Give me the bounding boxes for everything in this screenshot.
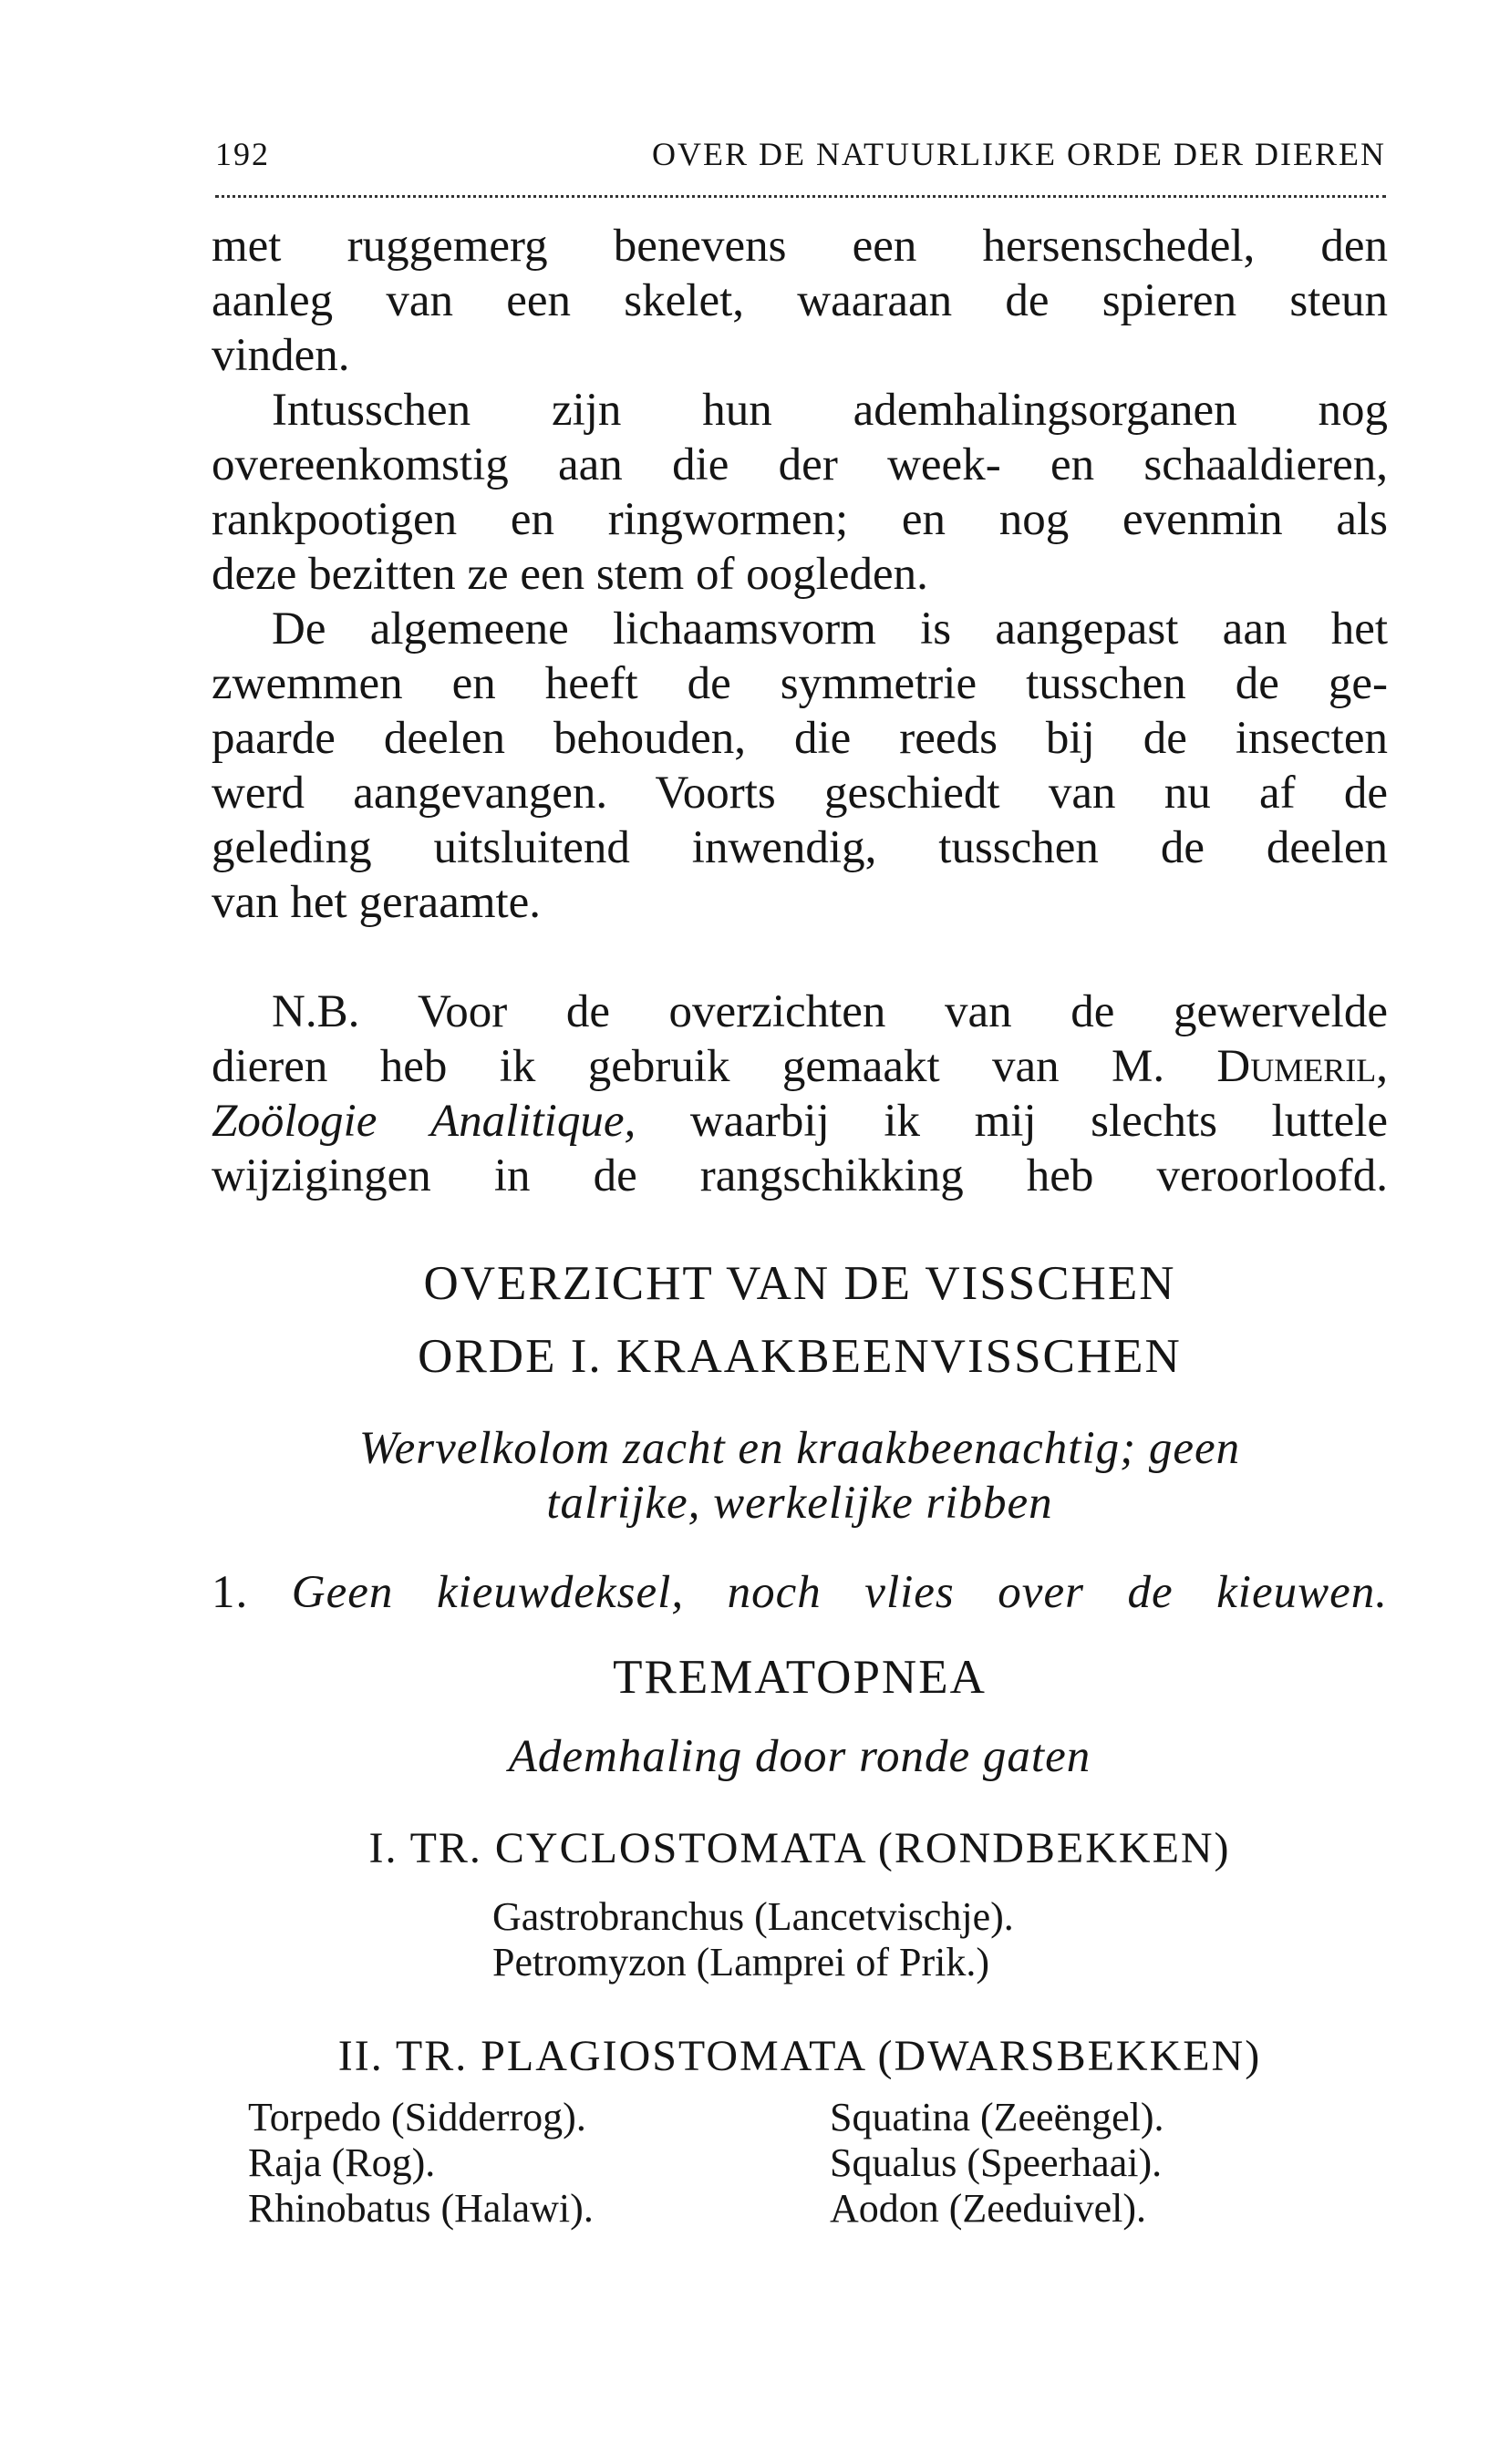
page-number: 192: [215, 136, 270, 172]
overview-title: OVERZICHT VAN DE VISSCHEN: [423, 1257, 1176, 1310]
header-dotted-rule: [215, 195, 1386, 198]
group-name: TREMATOPNEA: [613, 1651, 987, 1704]
text-line: met ruggemerg benevens een hersenschedel, den: [212, 221, 1388, 272]
text-line: De algemeene lichaamsvorm is aangepast aan het: [272, 603, 1388, 655]
subdivision-number: 1.: [212, 1567, 249, 1618]
note-line: [212, 1039, 1388, 1094]
text-line: overeenkomstig aan die der week- en schaaldieren,: [212, 439, 1388, 490]
species-list-left: [248, 2095, 594, 2232]
order-heading: ORDE I. KRAAKBEENVISSCHEN: [418, 1330, 1182, 1383]
group-description: Ademhaling door ronde gaten: [508, 1731, 1091, 1782]
text-line: werd aangevangen. Voorts geschiedt van nu af de: [212, 768, 1388, 819]
species-list: [492, 1894, 1014, 1985]
note-line-text: dieren heb ik gebruik gemaakt van M.: [212, 1041, 1165, 1092]
text-line: van het geraamte.: [212, 877, 542, 928]
book-title: Zoölogie Analitique,: [212, 1096, 636, 1147]
note-line: [212, 1094, 1388, 1149]
subdivision-line: [212, 1564, 1388, 1621]
tribe-label: I. TR. CYCLOSTOMATA (RONDBEKKEN): [368, 1824, 1231, 1872]
order-description-1: Wervelkolom zacht en kraakbeenachtig; geen: [358, 1423, 1241, 1474]
text-line: Intusschen zijn hun ademhalingsorganen nog: [272, 385, 1388, 436]
order-description-2: talrijke, werkelijke ribben: [546, 1478, 1053, 1529]
text-line: zwemmen en heeft de symmetrie tusschen de ge-: [212, 658, 1388, 709]
note-line: N.B. Voor de overzichten van de gewervelde: [272, 986, 1388, 1037]
text-line: aanleg van een skelet, waaraan de spieren steun: [212, 275, 1388, 326]
note-line: wijzigingen in de rangschikking heb veroorloofd.: [212, 1150, 1388, 1201]
species-item: Squalus (Speerhaai).: [830, 2140, 1163, 2185]
page-header: [215, 135, 1386, 180]
subdivision-text: Geen kieuwdeksel, noch vlies over de kieuwen.: [291, 1567, 1388, 1618]
tribe-heading: [212, 1823, 1388, 1873]
running-title: OVER DE NATUURLIJKE ORDE DER DIEREN: [652, 136, 1386, 172]
species-item: Aodon (Zeeduivel).: [830, 2186, 1146, 2231]
text-line: deze bezitten ze een stem of oogleden.: [212, 549, 928, 600]
text-line: geleding uitsluitend inwendig, tusschen de deelen: [212, 822, 1388, 873]
text-line: rankpootigen en ringwormen; en nog evenmin als: [212, 494, 1388, 545]
body-text: [212, 219, 1388, 1203]
author-name: Dumeril,: [1216, 1041, 1388, 1092]
species-item: Raja (Rog).: [248, 2140, 436, 2185]
species-item: Rhinobatus (Halawi).: [248, 2186, 594, 2231]
tribe-heading: [212, 2031, 1388, 2081]
species-item: Petromyzon (Lamprei of Prik.): [492, 1940, 989, 1985]
note-line-text: waarbij ik mij slechts luttele: [689, 1096, 1389, 1147]
species-item: Torpedo (Sidderrog).: [248, 2095, 586, 2139]
tribe-label: II. TR. PLAGIOSTOMATA (DWARSBEKKEN): [337, 2032, 1262, 2080]
text-line: vinden.: [212, 330, 350, 381]
species-list-right: [830, 2095, 1164, 2232]
text-line: paarde deelen behouden, die reeds bij de insecten: [212, 713, 1388, 764]
species-item: Gastrobranchus (Lancetvischje).: [492, 1894, 1014, 1939]
species-item: Squatina (Zeeëngel).: [830, 2095, 1164, 2139]
